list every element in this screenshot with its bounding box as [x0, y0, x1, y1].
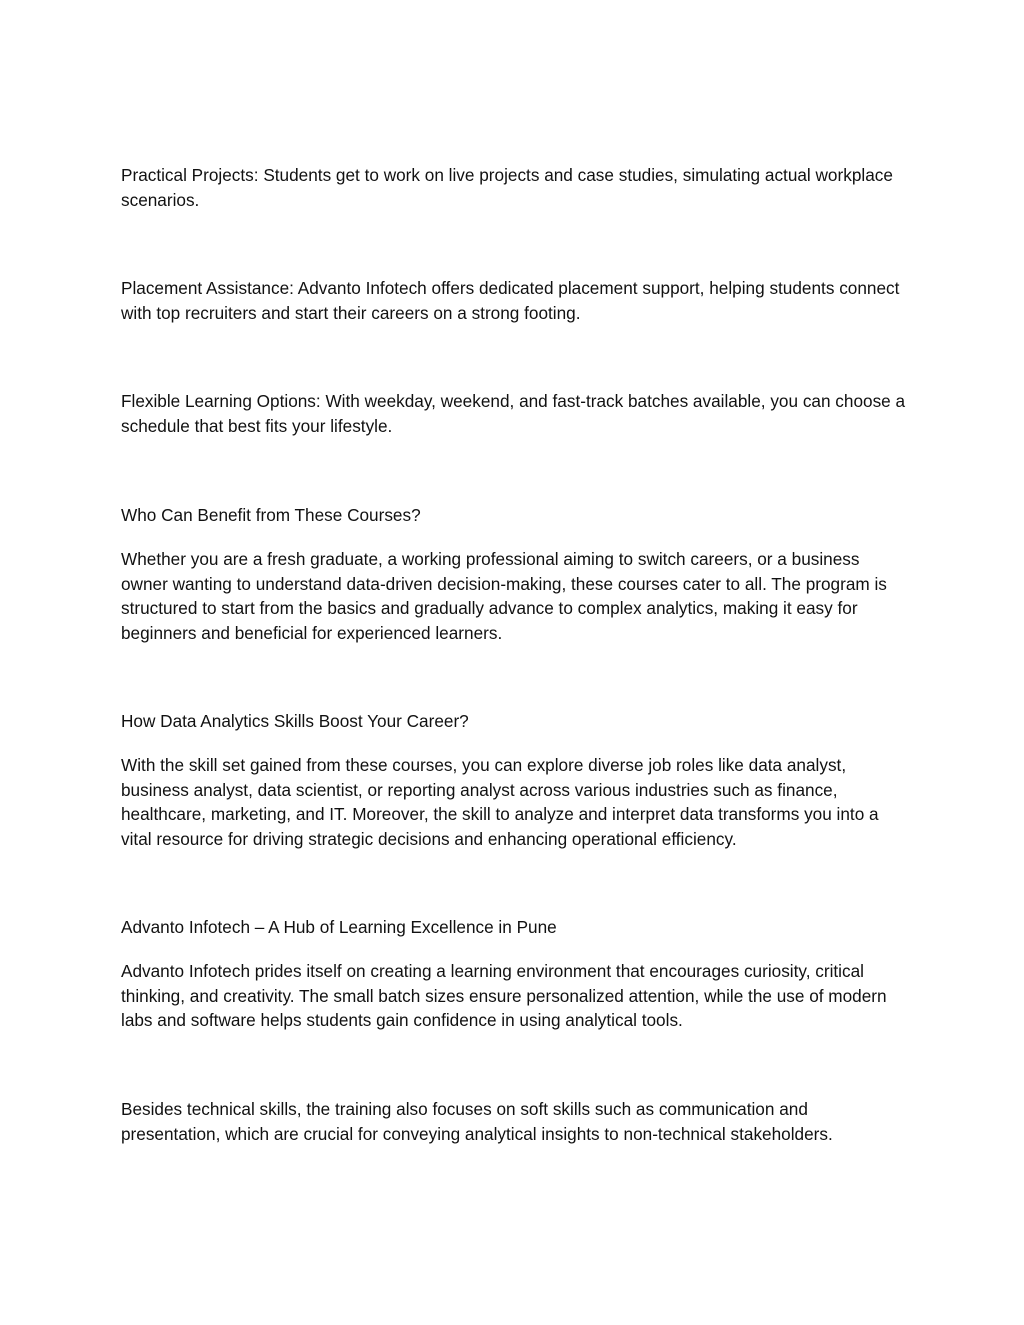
paragraph-practical-projects: Practical Projects: Students get to work on live projects and case studies, simulating actual workplace scenarios. — [121, 165, 893, 210]
paragraph-who-can-benefit: Whether you are a fresh graduate, a working professional aiming to switch careers, or a business owner wanting to understand data-driven decision-making, these courses cater to all. The program is structured to start from the basics and gradually advance to complex analytics, making it easy for beginners and beneficial for experienced learners. — [121, 549, 887, 643]
paragraph-soft-skills: Besides technical skills, the training also focuses on soft skills such as communication and presentation, which are crucial for conveying analytical insights to non-technical stakeholders. — [121, 1099, 833, 1144]
heading-learning-excellence: Advanto Infotech – A Hub of Learning Excellence in Pune — [121, 917, 557, 937]
heading-who-can-benefit: Who Can Benefit from These Courses? — [121, 505, 421, 525]
paragraph-career-boost: With the skill set gained from these courses, you can explore diverse job roles like data analyst, business analyst, data scientist, or reporting analyst across various industries such as finance, healthcare, marketing, and IT. Moreover, the skill to analyze and interpret data transforms you into a vital resource for driving strategic decisions and enhancing operational efficiency. — [121, 755, 879, 849]
paragraph-placement-assistance: Placement Assistance: Advanto Infotech offers dedicated placement support, helping students connect with top recruiters and start their careers on a strong footing. — [121, 278, 900, 323]
heading-career-boost: How Data Analytics Skills Boost Your Career? — [121, 711, 469, 731]
paragraph-learning-excellence: Advanto Infotech prides itself on creating a learning environment that encourages curiosity, critical thinking, and creativity. The small batch sizes ensure personalized attention, while the use of modern labs and software helps students gain confidence in using analytical tools. — [121, 961, 887, 1030]
paragraph-flexible-learning: Flexible Learning Options: With weekday, weekend, and fast-track batches available, you can choose a schedule that best fits your lifestyle. — [121, 391, 906, 436]
